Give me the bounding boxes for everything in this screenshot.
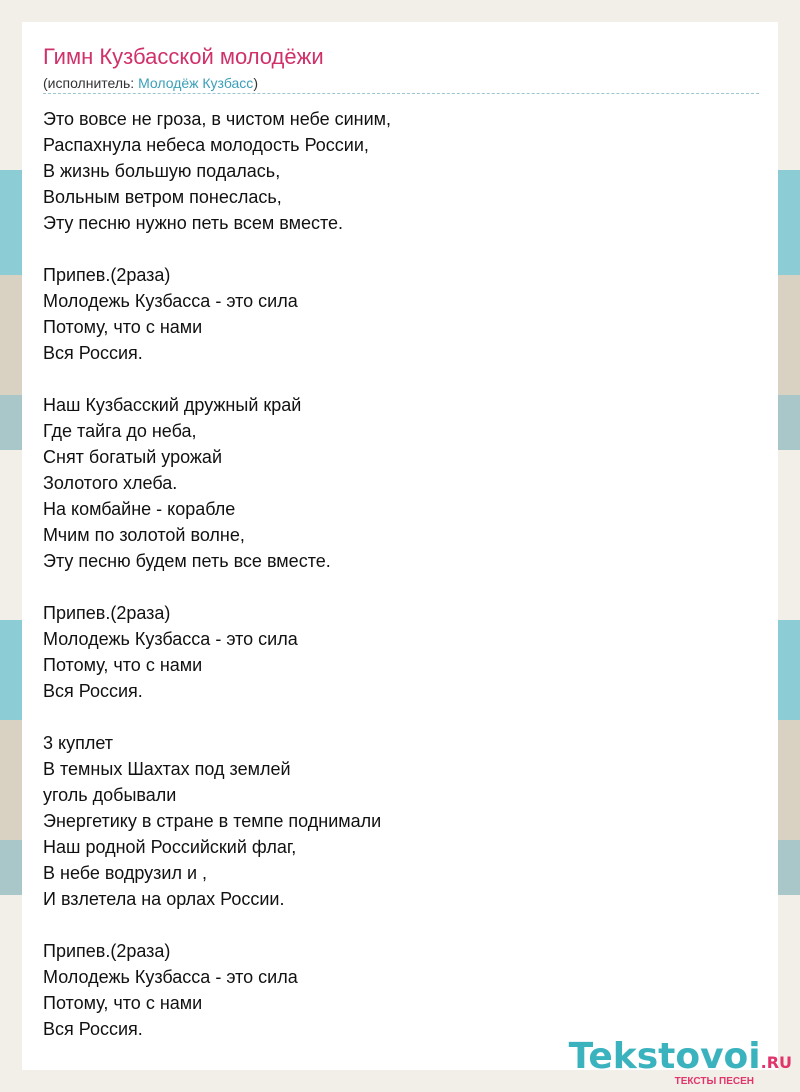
lyric-line: уголь добывали: [43, 785, 177, 805]
blank-line: [43, 912, 391, 938]
lyric-line: Снят богатый урожай: [43, 447, 222, 467]
logo-name: Tekstovoi: [568, 1036, 761, 1077]
logo-tld: .RU: [760, 1053, 792, 1072]
lyric-line: Золотого хлеба.: [43, 473, 178, 493]
lyric-line: Эту песню нужно петь всем вместе.: [43, 213, 344, 233]
lyric-line: Энергетику в стране в темпе поднимали: [43, 811, 382, 831]
lyric-line: Вся Россия.: [43, 681, 143, 701]
performer-line: [43, 74, 258, 92]
lyric-line: На комбайне - корабле: [43, 499, 236, 519]
performer-prefix: (исполнитель:: [43, 75, 139, 91]
lyric-line: Потому, что с нами: [43, 993, 203, 1013]
dashed-divider: [43, 93, 759, 94]
lyric-line: Вся Россия.: [43, 343, 143, 363]
lyric-line: Где тайга до неба,: [43, 421, 197, 441]
song-title: Гимн Кузбасской молодёжи: [43, 44, 324, 69]
lyric-line: Эту песню будем петь все вместе.: [43, 551, 331, 571]
lyric-line: Потому, что с нами: [43, 317, 203, 337]
lyric-line: В темных Шахтах под землей: [43, 759, 291, 779]
lyric-line: Припев.(2раза): [43, 941, 171, 961]
lyric-line: 3 куплет: [43, 733, 113, 753]
lyric-line: Молодежь Кузбасса - это сила: [43, 967, 298, 987]
blank-line: [43, 236, 391, 262]
lyric-line: Наш родной Российский флаг,: [43, 837, 297, 857]
lyric-line: И взлетела на орлах России.: [43, 889, 285, 909]
performer-suffix: ): [253, 75, 258, 91]
lyric-line: В жизнь большую подалась,: [43, 161, 281, 181]
tekstovoi-logo[interactable]: [569, 1038, 792, 1088]
lyric-line: Распахнула небеса молодость России,: [43, 135, 369, 155]
blank-line: [43, 704, 391, 730]
lyric-line: Припев.(2раза): [43, 603, 171, 623]
blank-line: [43, 366, 391, 392]
lyric-line: Молодежь Кузбасса - это сила: [43, 291, 298, 311]
lyric-line: Вся Россия.: [43, 1019, 143, 1039]
lyric-line: Это вовсе не гроза, в чистом небе синим,: [43, 109, 392, 129]
lyric-line: Потому, что с нами: [43, 655, 203, 675]
lyric-line: Припев.(2раза): [43, 265, 171, 285]
lyric-line: Мчим по золотой волне,: [43, 525, 245, 545]
lyrics-card: [22, 22, 778, 1070]
lyric-line: Молодежь Кузбасса - это сила: [43, 629, 298, 649]
lyric-line: В небе водрузил и ,: [43, 863, 208, 883]
lyric-line: Наш Кузбасский дружный край: [43, 395, 302, 415]
blank-line: [43, 574, 391, 600]
performer-link[interactable]: Молодёж Кузбасс: [138, 75, 254, 91]
lyric-line: Вольным ветром понеслась,: [43, 187, 282, 207]
logo-tagline: ТЕКСТЫ ПЕСЕН: [674, 1076, 754, 1087]
lyrics-text: [43, 106, 391, 1042]
